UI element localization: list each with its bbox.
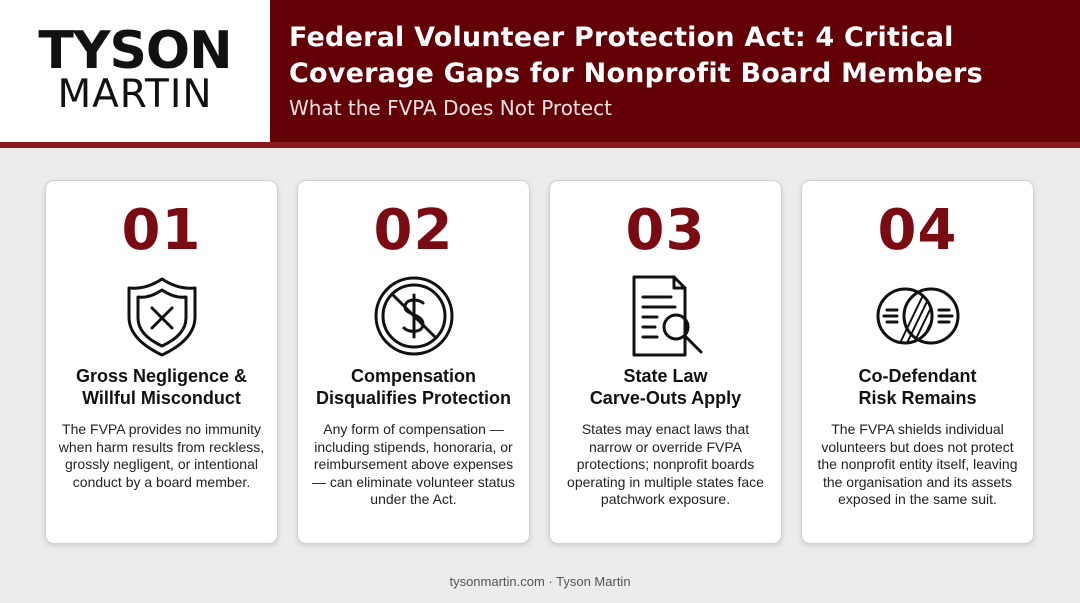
no-dollar-icon [369,273,459,359]
page-subtitle: What the FVPA Does Not Protect [289,96,612,120]
logo-line-2: MARTIN [57,72,213,117]
header [0,0,1080,148]
card-body: Any form of compensation — including stipends, honoraria, or reimbursement above expenses — can eliminate volunteer status under the Act. [311,421,516,507]
card-state-law [549,180,782,544]
logo-line-1: TYSON [38,21,232,81]
shield-x-icon [117,273,207,359]
logo [0,0,270,142]
card-number: 04 [877,198,958,263]
card-gross-negligence [45,180,278,544]
header-divider [0,142,1080,148]
overlap-circles-icon [873,273,963,359]
card-number: 03 [625,198,706,263]
card-body: States may enact laws that narrow or override FVPA protections; nonprofit boards operating in multiple states face patchwork exposure. [567,421,764,507]
title-line-2: Coverage Gaps for Nonprofit Board Members [289,58,983,89]
card-heading: Gross Negligence & Willful Misconduct [75,366,248,408]
cards-row [45,180,1034,544]
page-title [289,20,1080,92]
title-line-1: Federal Volunteer Protection Act: 4 Critical [289,22,954,53]
card-co-defendant [801,180,1034,544]
card-number: 01 [121,198,202,263]
card-body: The FVPA provides no immunity when harm results from reckless, grossly negligent, or intentional conduct by a board member. [58,421,265,490]
title-banner [270,0,1080,142]
card-number: 02 [373,198,454,263]
card-heading: Co-Defendant Risk Remains [858,366,977,408]
card-heading: Compensation Disqualifies Protection [315,366,512,408]
document-search-icon [621,273,711,359]
card-body: The FVPA shields individual volunteers but does not protect the nonprofit entity itself, leaving the organisation and its assets exposed in the same suit. [817,421,1018,507]
card-compensation [297,180,530,544]
footer-credit: tysonmartin.com · Tyson Martin [449,574,631,589]
card-heading: State Law Carve-Outs Apply [589,366,742,408]
